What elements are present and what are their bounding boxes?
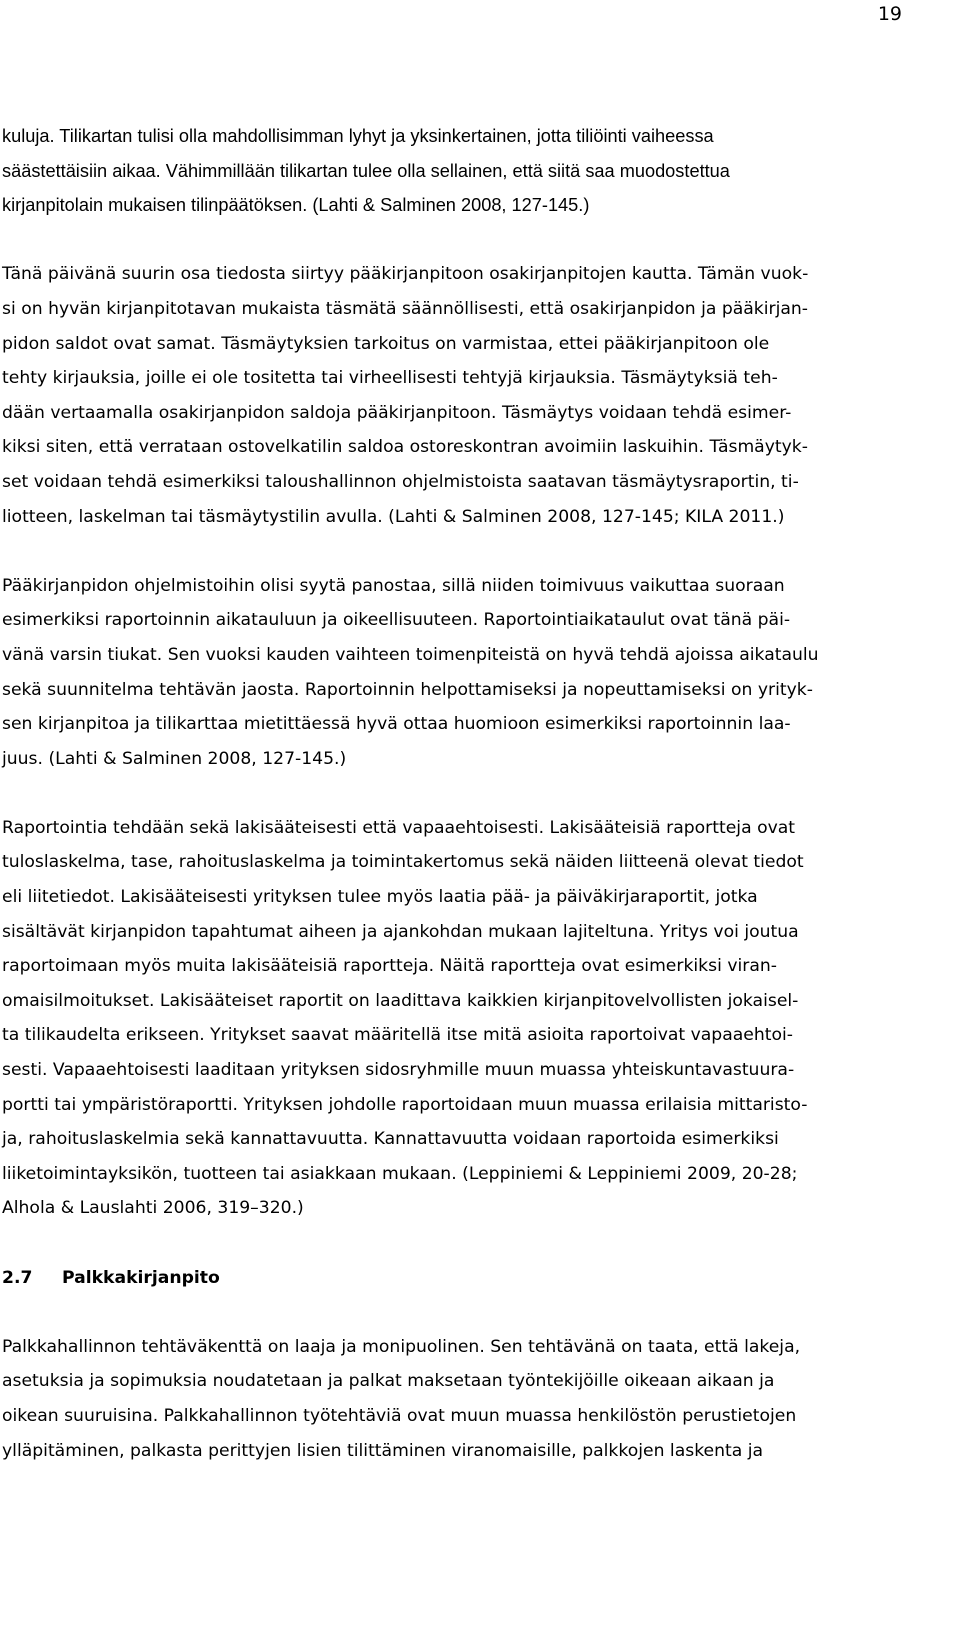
section-number: 2.7 [2, 1267, 33, 1288]
text-line: Raportointia tehdään sekä lakisääteisesti että vapaaehtoisesti. Lakisääteisiä raportteja ovat [2, 817, 796, 838]
text-line: sen kirjanpitoa ja tilikarttaa mietittäessä hyvä ottaa huomioon esimerkiksi raportoinnin laa- [2, 714, 791, 735]
page-number: 19 [877, 3, 902, 25]
text-line: kirjanpitolain mukaisen tilinpäätöksen. (Lahti & Salminen 2008, 127-145.) [2, 195, 590, 216]
text-line: raportoimaan myös muita lakisääteisiä raportteja. Näitä raportteja ovat esimerkiksi viran- [2, 956, 777, 977]
text-line: kiksi siten, että verrataan ostovelkatilin saldoa ostoreskontran avoimiin laskuihin. Täsmäytyk- [2, 437, 808, 458]
text-line: oikean suuruisina. Palkkahallinnon työtehtäviä ovat muun muassa henkilöstön perustietojen [2, 1405, 797, 1426]
text-line: ylläpitäminen, palkasta perittyjen lisien tilittäminen viranomaisille, palkkojen laskenta ja [2, 1440, 764, 1461]
text-line: vänä varsin tiukat. Sen vuoksi kauden vaihteen toimenpiteistä on hyvä tehdä ajoissa aikataulu [2, 644, 819, 665]
text-line: juus. (Lahti & Salminen 2008, 127-145.) [2, 748, 347, 769]
text-line: kuluja. Tilikartan tulisi olla mahdollisimman lyhyt ja yksinkertainen, jotta tiliöinti vaiheessa [2, 126, 714, 146]
text-line: Pääkirjanpidon ohjelmistoihin olisi syytä panostaa, sillä niiden toimivuus vaikuttaa suoraan [2, 575, 785, 596]
text-line: liiketoimintayksikön, tuotteen tai asiakkaan mukaan. (Leppiniemi & Leppiniemi 2009, 20-28; [2, 1163, 798, 1184]
text-line: pidon saldot ovat samat. Täsmäytyksien tarkoitus on varmistaa, ettei pääkirjanpitoon ole [2, 333, 770, 354]
paragraph-2 [2, 257, 947, 534]
text-line: Palkkahallinnon tehtäväkenttä on laaja ja monipuolinen. Sen tehtävänä on taata, että lakeja, [2, 1336, 801, 1357]
text-line: sekä suunnitelma tehtävän jaosta. Raportoinnin helpottamiseksi ja nopeuttamiseksi on yrityk- [2, 679, 813, 700]
text-line: liotteen, laskelman tai täsmäytystilin avulla. (Lahti & Salminen 2008, 127-145; KILA 2011.) [2, 506, 785, 527]
paragraph-3 [2, 569, 947, 777]
text-line: ta tilikaudelta erikseen. Yritykset saavat määritellä itse mitä asioita raportoivat vapaaehtoi- [2, 1025, 793, 1046]
document-body [2, 119, 947, 1468]
text-line: si on hyvän kirjanpitotavan mukaista täsmätä säännöllisesti, että osakirjanpidon ja pääkirjan- [2, 298, 809, 319]
text-line: tehty kirjauksia, joille ei ole tositetta tai virheellisesti tehtyjä kirjauksia. Täsmäytyksiä teh- [2, 368, 778, 389]
text-line: set voidaan tehdä esimerkiksi taloushallinnon ohjelmistoista saatavan täsmäytysraportin, ti- [2, 471, 799, 492]
text-line: omaisilmoitukset. Lakisääteiset raportit on laadittava kaikkien kirjanpitovelvollisten jokaisel- [2, 990, 799, 1011]
section-heading [2, 1261, 947, 1296]
text-line: esimerkiksi raportoinnin aikatauluun ja oikeellisuuteen. Raportointiaikataulut ovat tänä päi- [2, 610, 791, 631]
section-title: Palkkakirjanpito [62, 1267, 220, 1288]
text-line: dään vertaamalla osakirjanpidon saldoja pääkirjanpitoon. Täsmäytys voidaan tehdä esimer- [2, 402, 792, 423]
text-line: ja, rahoituslaskelmia sekä kannattavuutta. Kannattavuutta voidaan raportoida esimerkiksi [2, 1129, 779, 1150]
paragraph-4 [2, 811, 947, 1226]
text-line: portti tai ympäristöraportti. Yrityksen johdolle raportoidaan muun muassa erilaisia mittaristo- [2, 1094, 808, 1115]
text-line: asetuksia ja sopimuksia noudatetaan ja palkat maksetaan työntekijöille oikeaan aikaan ja [2, 1371, 775, 1392]
paragraph-1 [2, 119, 947, 223]
text-line: Tänä päivänä suurin osa tiedosta siirtyy pääkirjanpitoon osakirjanpitojen kautta. Tämän vuok- [2, 264, 809, 285]
text-line: Alhola & Lauslahti 2006, 319–320.) [2, 1198, 304, 1219]
text-line: sesti. Vapaaehtoisesti laaditaan yrityksen sidosryhmille muun muassa yhteiskuntavastuura- [2, 1060, 795, 1081]
text-line: sisältävät kirjanpidon tapahtumat aiheen ja ajankohdan mukaan lajiteltuna. Yritys voi joutua [2, 921, 799, 942]
text-line: säästettäisiin aikaa. Vähimmillään tilikartan tulee olla sellainen, että siitä saa muodostettua [2, 160, 730, 181]
text-line: tuloslaskelma, tase, rahoituslaskelma ja toimintakertomus sekä näiden liitteenä olevat tiedot [2, 852, 804, 873]
paragraph-5 [2, 1330, 947, 1468]
text-line: eli liitetiedot. Lakisääteisesti yrityksen tulee myös laatia pää- ja päiväkirjaraportit, jotka [2, 887, 758, 908]
